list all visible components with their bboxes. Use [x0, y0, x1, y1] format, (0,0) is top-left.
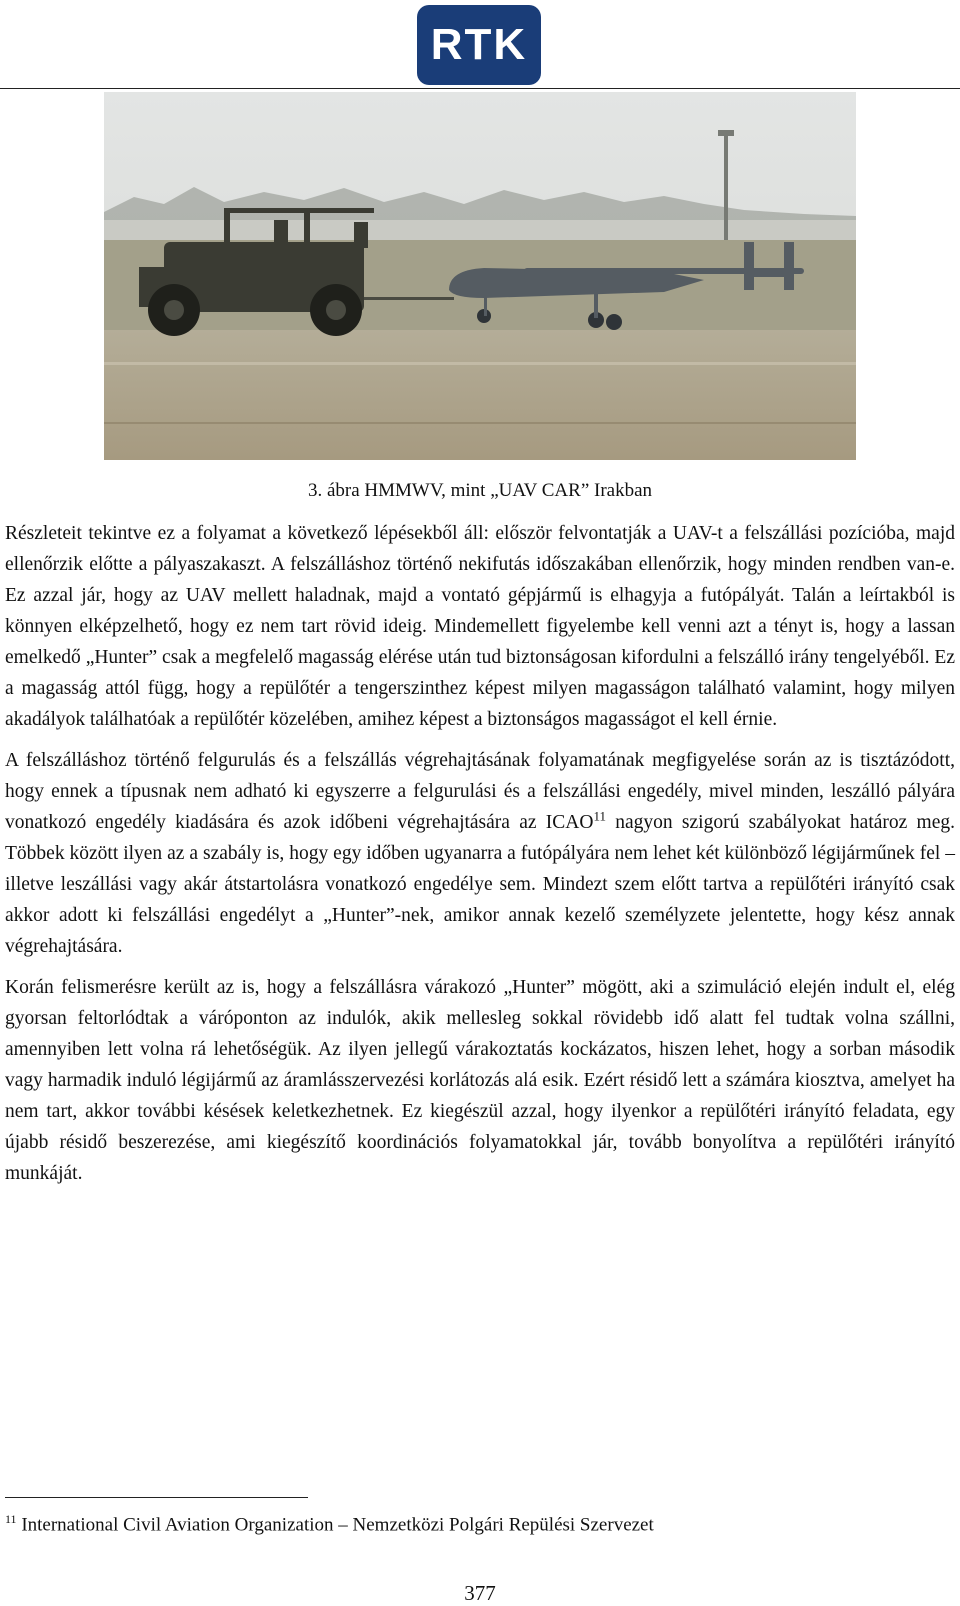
footnote-rule — [5, 1497, 308, 1498]
rtk-logo — [417, 5, 541, 85]
footnote-reference[interactable]: 11 — [593, 808, 606, 824]
body-text — [5, 518, 955, 1199]
paragraph-2-start: A felszálláshoz történő felgurulás és a felszállás végrehajtásának folyamatának megfigyelése során az is tisztázódott, hogy ennek a típusnak nem adható ki egyszerre a felgurulási és a felszállási engedély, mivel minden, leszálló pályára vonatkozó engedély kiadására és azok időbeni végrehajtására az ICAO — [5, 750, 955, 833]
paragraph-2-end: nagyon szigorú szabályokat határoz meg. Többek között ilyen az a szabály is, hogy egy időben ugyanarra a futópályára nem lehet két különböző légijárműnek fel – illetve leszállási vagy akár átstartolásra vonatkozó engedélye sem. Mindezt szem előtt tartva a repülőtéri irányító csak akkor adott ki felszállási engedélyt a „Hunter”-nek, amikor annak kezelő személyzete jelentette, hogy kész annak végrehajtására. — [5, 812, 956, 957]
logo-text: RTK — [430, 20, 528, 69]
paragraph-2 — [5, 745, 955, 962]
logo-badge — [417, 5, 541, 85]
paragraph-3: Korán felismerésre került az is, hogy a felszállásra várakozó „Hunter” mögött, aki a szimuláció elején indult el, elég gyorsan feltorlódtak a váróponton az indulók, akik mellesleg sokkal rövidebb idő alatt fel tudtak volna szállni, amennyiben lett volna rá lehetőségük. Az ilyen jellegű várakoztatás kockázatos, hiszen lehet, hogy a sorban második vagy harmadik induló légijármű az áramlásszervezési korlátozás alá esik. Ezért résidő lett a számára kiosztva, amelyet ha nem tart, akkor további késések keletkezhetnek. Ez kiegészül azzal, hogy ilyenkor a repülőtéri irányító feladata, egy újabb résidő beszerezése, ami kiegészítő koordinációs folyamatokkal jár, tovább bonyolítva a repülőtéri irányító munkáját. — [5, 977, 955, 1184]
footnote — [5, 1512, 654, 1536]
paragraph-1: Részleteit tekintve ez a folyamat a következő lépésekből áll: először felvontatják a UAV-t a felszállási pozícióba, majd ellenőrzik előtte a pályaszakaszt. A felszálláshoz történő nekifutás időszakában ellenőrzik, hogy minden rendben van-e. Ez azzal jár, hogy az UAV mellett haladnak, majd a vontató gépjármű is elhagyja a futópályát. Talán a leírtakból is könnyen elképzelhető, hogy ez nem tart rövid ideig. Mindemellett figyelembe kell venni azt a tényt is, hogy a lassan emelkedő „Hunter” csak a megfelelő magasság elérése után tud biztonságosan kifordulni a felszálló irány tengelyéből. Ez a magasság attól függ, hogy a repülőtér a tengerszinthez képest milyen magasságon található valamint, hogy milyen akadályok találhatóak a repülőtér közelében, amihez képest a biztonságos magasságot el kell érnie. — [5, 523, 955, 730]
footnote-text: International Civil Aviation Organization – Nemzetközi Polgári Repülési Szervezet — [16, 1514, 654, 1536]
figure-photo — [104, 92, 856, 460]
header-rule — [0, 88, 960, 89]
page-number: 377 — [464, 1581, 496, 1605]
figure-caption: 3. ábra HMMWV, mint „UAV CAR” Irakban — [307, 480, 653, 501]
footnote-number: 11 — [5, 1512, 17, 1526]
